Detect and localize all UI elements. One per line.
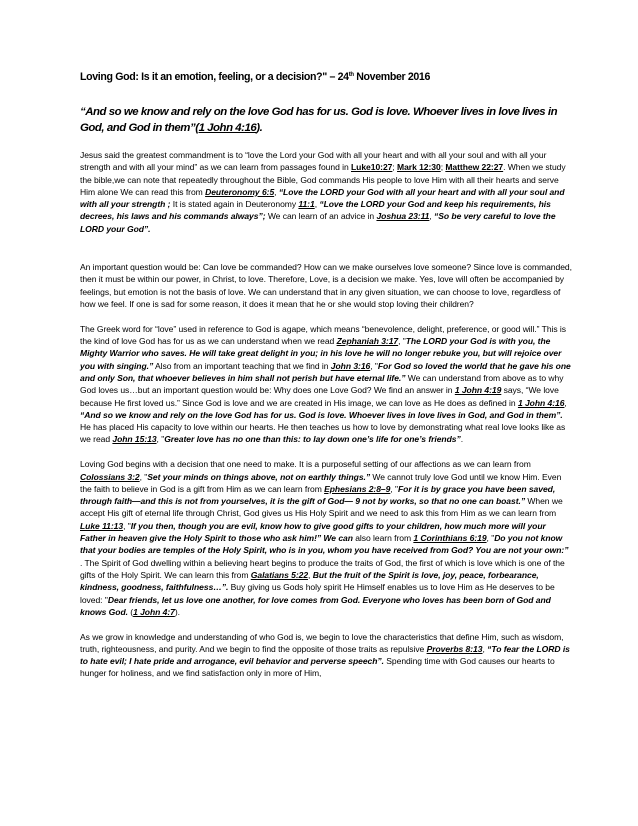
scripture-reference: Proverbs 8:13 (426, 643, 483, 654)
scripture-quote: For God so loved the world that he gave his one and only Son, that whoever believes in him shall not perish but have eternal life.” (80, 360, 571, 383)
scripture-reference: Mark 12:30 (397, 162, 441, 173)
scripture-quote: Dear friends, let us love one another, for love comes from God. Everyone who loves has been born of God and knows God. (80, 594, 551, 617)
paragraph-text: We can understand from above as to why God loves us…but an important question would be: Why does one Love God? We find an answer in (80, 372, 564, 396)
paragraph-text: . The Spirit of God dwelling within a believing heart begins to produce the traits of God, the first of which is love which is one of the gifts of the Holy Spirit. We can learn this from (80, 557, 565, 580)
paragraph-can-love-be-commanded (80, 261, 572, 310)
paragraph-text: As we grow in knowledge and understanding of who God is, we begin to love the characteristics that define Him, such as wisdom, truth, righteousness, and purity. And we begin to find the opposite of those traits as repulsive (80, 631, 564, 654)
paragraph-text: Jesus said the greatest commandment is to “love the Lord your God with all your heart and with all your soul and with all your strength and with all your mind” as we can learn from passages found in (80, 150, 547, 173)
paragraph-text: says, “We love because He first loved us.” Since God is love and we are created in His image, we can love as He does as defined in (80, 385, 559, 408)
paragraph-text: , (429, 211, 435, 222)
scripture-quote: “Love the LORD your God and keep his requirements, his decrees, his laws and his commands always”; (80, 199, 551, 222)
paragraph-text: , (314, 199, 320, 210)
scripture-reference: John 3:16 (330, 360, 371, 371)
scripture-reference: 1 John 4:19 (454, 385, 502, 396)
scripture-quote: “To fear the LORD is to hate evil; I hate pride and arrogance, evil behavior and perverse speech”. (80, 643, 570, 667)
scripture-quote: Greater love has no one than this: to lay down one’s life for one’s friends” (164, 434, 461, 445)
scripture-reference: Luke 11:13 (80, 520, 124, 531)
paragraph-text: . When we study the bible,we can note that repeatedly throughout the Bible, God commands His people to love Him with all their hearts and serve Him alone We can read this from (80, 162, 566, 197)
title-date-tail: November 2016 (353, 71, 431, 83)
key-verse (80, 104, 572, 136)
paragraph-text: , " (390, 483, 398, 494)
scripture-quote: The LORD your God is with you, the Mighty Warrior who saves. He will take great delight in you; in his love he will no longer rebuke you, but will rejoice over you with singing.” (80, 336, 562, 371)
scripture-reference: Zephaniah 3:17 (336, 336, 399, 347)
paragraph-text: also learn from (352, 533, 414, 544)
paragraph-text: Also from an important teaching that we find in (153, 360, 331, 371)
paragraph-text: It is stated again in Deuteronomy (170, 199, 299, 210)
paragraph-loving-god-decision (80, 458, 572, 618)
scripture-reference: 11:1 (298, 199, 315, 210)
scripture-quote: If you then, though you are evil, know how to give good gifts to your children, how much more will your Father in heaven give the Holy Spirit to those who ask him!” We can (80, 520, 546, 544)
paragraph-text: , " (370, 360, 378, 371)
paragraph-text: ; (392, 162, 398, 173)
paragraph-text: We can learn of an advice in (265, 211, 377, 222)
scripture-quote: For it is by grace you have been saved, through faith—and this is not from yourselves, it is the gift of God— 9 not by works, so that no one can boast.” (80, 483, 556, 507)
scripture-reference: 1 John 4:16 (517, 397, 565, 408)
scripture-reference: Colossians 3:2 (80, 471, 140, 482)
scripture-quote: “Love the LORD your God with all your heart and with all your soul and with all your strength ; (80, 186, 565, 210)
paragraph-text: Spending time with God causes our hearts to hunger for holiness, and we find satisfaction only in more of Him, (80, 656, 555, 679)
key-verse-reference: 1 John 4:16 (198, 122, 257, 134)
document-page (80, 70, 572, 692)
scripture-quote: Do you not know that your bodies are temples of the Holy Spirit, who is in you, whom you have received from God? You are not your own:” (80, 533, 569, 556)
scripture-reference: Deuteronomy 6:5 (205, 186, 275, 197)
paragraph-text: ). (174, 606, 180, 617)
paragraph-text: , (564, 397, 567, 408)
paragraph-greatest-commandment (80, 149, 572, 235)
scripture-reference: 1 John 4:7 (133, 606, 175, 617)
paragraph-text: The Greek word for “love” used in reference to God is agape, which means “benevolence, delight, preference, or good will.” This is the kind of love God has for us as we can understand when we read (80, 323, 566, 347)
paragraph-text: ( (127, 606, 134, 617)
scripture-quote: Set your minds on things above, not on earthly things.” (147, 471, 371, 482)
paragraph-text: , " (156, 434, 165, 445)
paragraph-text: Loving God begins with a decision that one need to make. It is a purposeful setting of our affections as we can learn from (80, 459, 531, 470)
paragraph-text: , " (123, 520, 131, 531)
paragraph-text: , (482, 643, 488, 654)
paragraph-text: , (274, 186, 279, 197)
scripture-quote: But the fruit of the Spirit is love, joy, peace, forbearance, kindness, goodness, faithfulness…”. (80, 569, 539, 593)
scripture-quote: “And so we know and rely on the love God has for us. God is love. Whoever lives in love lives in God, and God in them”. (80, 409, 563, 420)
key-verse-end: ). (256, 122, 263, 134)
scripture-reference: Galatians 5:22 (250, 569, 309, 580)
paragraph-text: We cannot truly love God until we know Him. Even the faith to believe in God is a gift from Him as we can learn from (80, 471, 562, 494)
scripture-quote: “So be very careful to love the LORD your God”. (80, 211, 556, 234)
paragraph-agape (80, 323, 572, 446)
paragraph-text: Buy giving us Gods holy spirit He Himself enables us to love Him as He deserves to be loved: " (80, 582, 555, 605)
scripture-reference: Luke10:27 (351, 162, 393, 173)
scripture-reference: Joshua 23:11 (376, 211, 430, 222)
paragraph-text: , " (486, 533, 495, 544)
paragraph-knowledge-of-god (80, 631, 572, 680)
title-superscript: th (348, 72, 354, 78)
paragraph-text: He has placed His capacity to love within our hearts. He then teaches us how to love by demonstrating what real love looks like as we read (80, 422, 566, 445)
scripture-reference: Matthew 22:27 (445, 162, 504, 173)
paragraph-text: , (308, 569, 313, 580)
document-title (80, 70, 572, 84)
paragraph-text: , " (398, 336, 406, 347)
paragraph-text: When we accept His gift of eternal life through Christ, God gives us His Holy Spirit and we need to ask this from Him as we can learn from (80, 496, 563, 519)
title-main-text: Loving God: Is it an emotion, feeling, or a decision?" – 24 (80, 71, 349, 83)
paragraph-text: . (460, 434, 464, 445)
scripture-reference: John 15:13 (112, 434, 157, 445)
paragraph-text: , " (139, 471, 148, 482)
scripture-reference: 1 Corinthians 6:19 (413, 533, 487, 544)
key-verse-text: “And so we know and rely on the love God has for us. God is love. Whoever lives in love lives in God, and God in them”( (80, 106, 558, 134)
paragraph-text: An important question would be: Can love be commanded? How can we make ourselves love someone? Since love is commanded, then it must be within our power, in Christ, to love. Therefore, Love, is a decision we make. Yes, love will often be accompanied by feelings, but emotion is not the basis of love. We can understand that in any given situation, we can choose to love, regardless of how we feel. If one is sad for some reason, it does it mean that he or she would stop loving their children? (80, 262, 572, 309)
scripture-reference: Ephesians 2:8–9 (324, 483, 391, 494)
paragraph-text: ; (440, 162, 446, 173)
